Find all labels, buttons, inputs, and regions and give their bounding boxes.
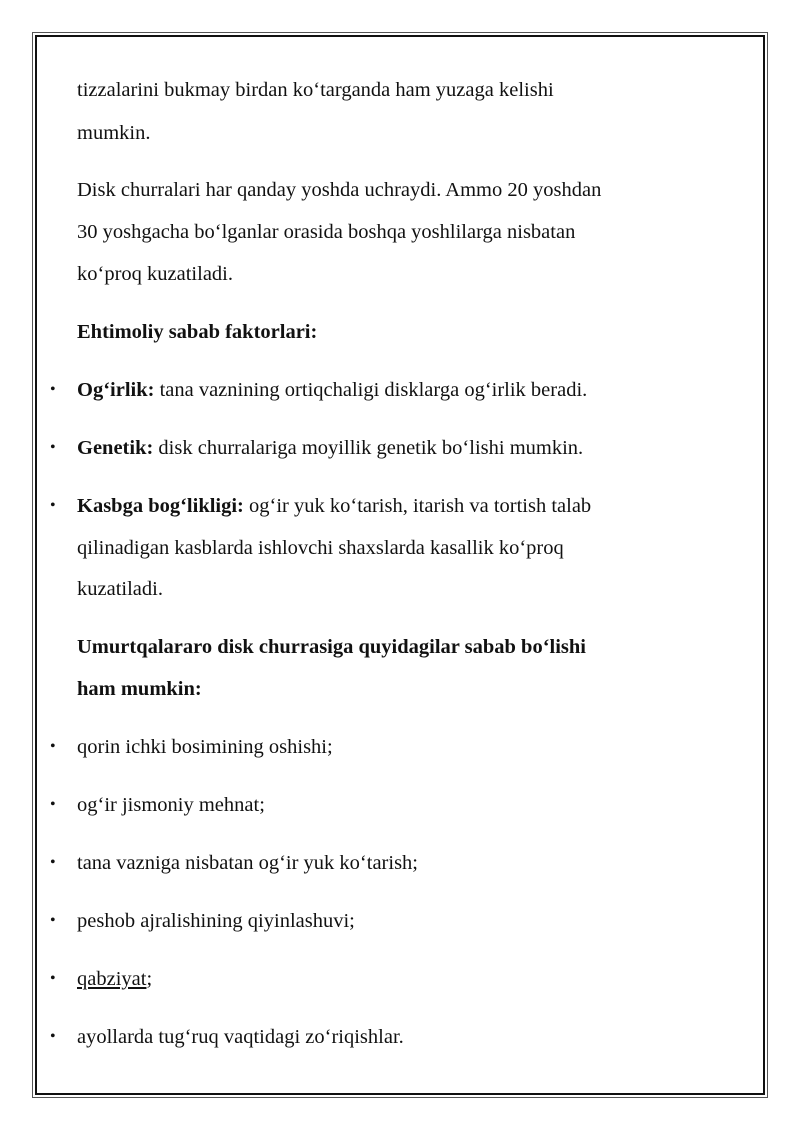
bullet-icon: •	[50, 439, 56, 456]
bullet-icon: •	[50, 854, 56, 871]
list-item-cause: og‘ir jismoniy mehnat;	[77, 794, 265, 816]
bullet-icon: •	[50, 1028, 56, 1045]
section-heading-causes: Umurtqalararo disk churrasiga quyidagilar sabab bo‘lishi	[77, 636, 586, 658]
bullet-icon: •	[50, 381, 56, 398]
list-item-factor: Og‘irlik: tana vaznining ortiqchaligi disklarga og‘irlik beradi.	[77, 379, 588, 401]
list-item-factor: Genetik: disk churralariga moyillik genetik bo‘lishi mumkin.	[77, 437, 584, 459]
list-item-factor-continuation: qilinadigan kasblarda ishlovchi shaxslarda kasallik ko‘proq	[77, 537, 564, 559]
list-item-factor: Kasbga bog‘likligi: og‘ir yuk ko‘tarish, itarish va tortish talab	[77, 495, 592, 517]
list-item-factor-continuation: kuzatiladi.	[77, 578, 163, 600]
section-heading-risk-factors: Ehtimoliy sabab faktorlari:	[77, 321, 318, 343]
list-item-cause: peshob ajralishining qiyinlashuvi;	[77, 910, 355, 932]
list-item-cause: tana vazniga nisbatan og‘ir yuk ko‘tarish;	[77, 852, 418, 874]
bullet-icon: •	[50, 970, 56, 987]
bullet-icon: •	[50, 497, 56, 514]
list-item-cause: ayollarda tug‘ruq vaqtidagi zo‘riqishlar.	[77, 1026, 404, 1048]
paragraph-1-line-1: tizzalarini bukmay birdan ko‘targanda ham yuzaga kelishi	[77, 79, 554, 101]
section-heading-causes-line-2: ham mumkin:	[77, 678, 202, 700]
paragraph-2-line-1: Disk churralari har qanday yoshda uchraydi. Ammo 20 yoshdan	[77, 179, 602, 201]
list-item-cause: qabziyat;	[77, 968, 153, 990]
underlined-term: qabziyat	[77, 968, 147, 990]
bullet-icon: •	[50, 738, 56, 755]
bullet-icon: •	[50, 912, 56, 929]
paragraph-1-line-2: mumkin.	[77, 122, 151, 144]
list-item-cause: qorin ichki bosimining oshishi;	[77, 736, 333, 758]
paragraph-2-line-2: 30 yoshgacha bo‘lganlar orasida boshqa yoshlilarga nisbatan	[77, 221, 576, 243]
bullet-icon: •	[50, 796, 56, 813]
paragraph-2-line-3: ko‘proq kuzatiladi.	[77, 263, 233, 285]
